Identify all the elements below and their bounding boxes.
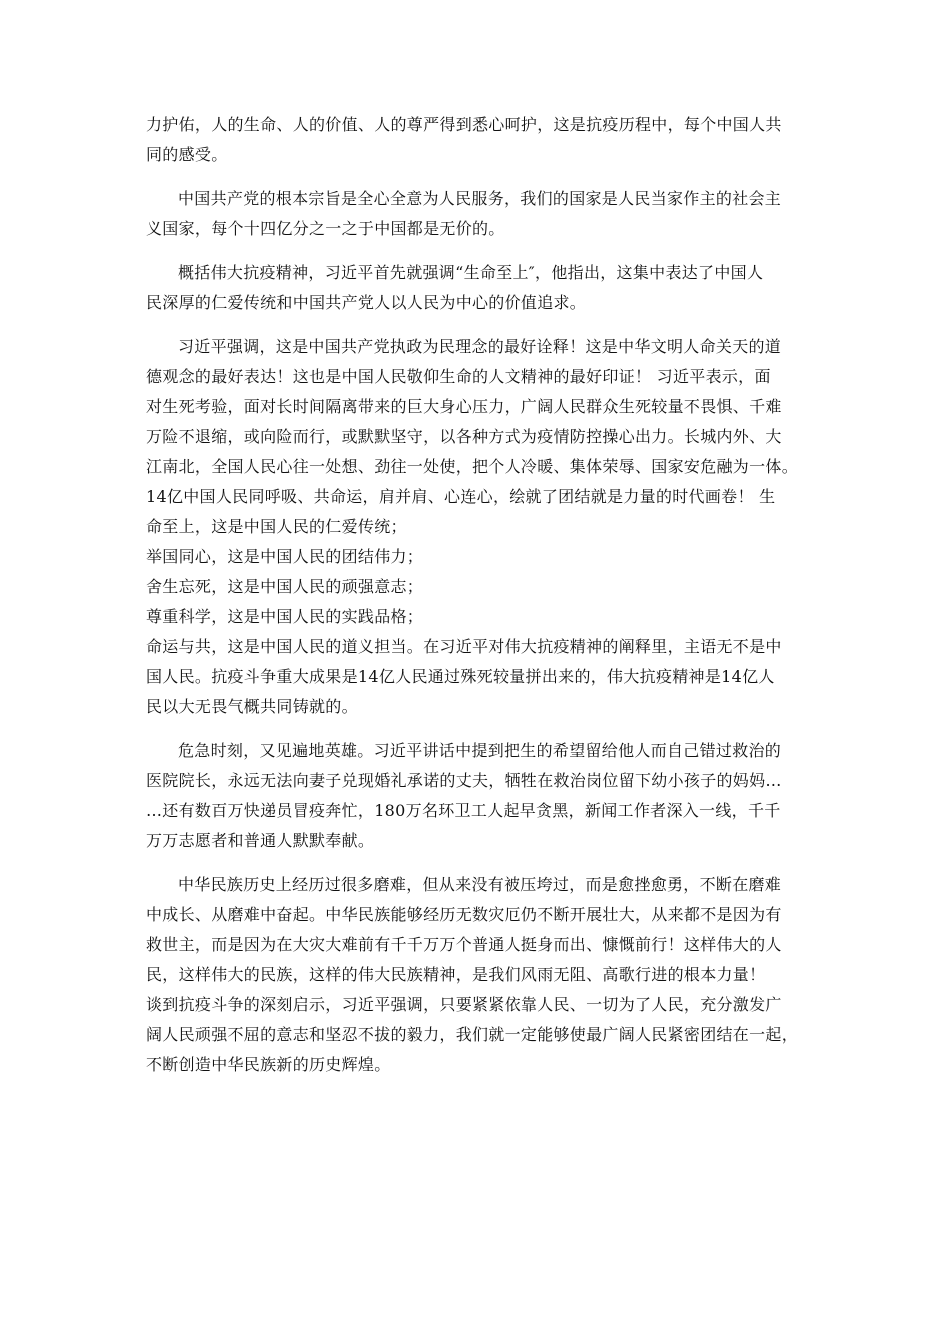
text-line: 民深厚的仁爱传统和中国共产党人以人民为中心的价值追求。 [146, 293, 587, 312]
text-line: 命至上，这是中国人民的仁爱传统； [146, 517, 407, 536]
text-line: 义国家，每个十四亿分之一之于中国都是无价的。 [146, 219, 505, 238]
text-line: 舍生忘死，这是中国人民的顽强意志； [146, 577, 424, 596]
text-line: 阔人民顽强不屈的意志和坚忍不拔的毅力，我们就一定能够使最广阔人民紧密团结在一起， [146, 1025, 799, 1044]
text-line: 14亿中国人民同呼吸、共命运，肩并肩、心连心，绘就了团结就是力量的时代画卷！ 生 [146, 487, 776, 506]
document-body [146, 110, 806, 1080]
text-line: 国人民。抗疫斗争重大成果是14亿人民通过殊死较量拼出来的，伟大抗疫精神是14亿人 [146, 667, 775, 686]
text-line: 中成长、从磨难中奋起。中华民族能够经历无数灾厄仍不断开展壮大，从来都不是因为有 [146, 905, 782, 924]
text-line: 医院院长，永远无法向妻子兑现婚礼承诺的丈夫，牺牲在救治岗位留下幼小孩子的妈妈… [146, 771, 782, 790]
text-line: …还有数百万快递员冒疫奔忙，180万名环卫工人起早贪黑，新闻工作者深入一线，千千 [146, 801, 781, 820]
text-line: 中国共产党的根本宗旨是全心全意为人民服务，我们的国家是人民当家作主的社会主 [178, 189, 782, 208]
text-line: 民，这样伟大的民族，这样的伟大民族精神，是我们风雨无阻、高歌行进的根本力量！ [146, 965, 766, 984]
text-line: 习近平强调，这是中国共产党执政为民理念的最好诠释！这是中华文明人命关天的道 [178, 337, 782, 356]
text-line: 尊重科学，这是中国人民的实践品格； [146, 607, 424, 626]
paragraph-5 [146, 736, 806, 856]
text-line: 万万志愿者和普通人默默奉献。 [146, 831, 375, 850]
text-line: 救世主，而是因为在大灾大难前有千千万万个普通人挺身而出、慷慨前行！这样伟大的人 [146, 935, 782, 954]
paragraph-3 [146, 258, 806, 318]
text-line: 命运与共，这是中国人民的道义担当。在习近平对伟大抗疫精神的阐释里，主语无不是中 [146, 637, 782, 656]
text-line: 中华民族历史上经历过很多磨难，但从来没有被压垮过，而是愈挫愈勇，不断在磨难 [178, 875, 782, 894]
paragraph-6 [146, 870, 806, 1080]
paragraph-1 [146, 110, 806, 170]
text-line: 概括伟大抗疫精神，习近平首先就强调“生命至上″，他指出，这集中表达了中国人 [178, 263, 764, 282]
text-line: 力护佑，人的生命、人的价值、人的尊严得到悉心呵护，这是抗疫历程中，每个中国人共 [146, 115, 782, 134]
text-line: 同的感受。 [146, 145, 228, 164]
paragraph-4 [146, 332, 806, 722]
text-line: 危急时刻，又见遍地英雄。习近平讲话中提到把生的希望留给他人而自己错过救治的 [178, 741, 782, 760]
text-line: 谈到抗疫斗争的深刻启示，习近平强调，只要紧紧依靠人民、一切为了人民，充分激发广 [146, 995, 782, 1014]
paragraph-2 [146, 184, 806, 244]
text-line: 不断创造中华民族新的历史辉煌。 [146, 1055, 391, 1074]
text-line: 德观念的最好表达！这也是中国人民敬仰生命的人文精神的最好印证！ 习近平表示，面 [146, 367, 771, 386]
text-line: 举国同心，这是中国人民的团结伟力； [146, 547, 424, 566]
text-line: 江南北，全国人民心往一处想、劲往一处使，把个人冷暖、集体荣辱、国家安危融为一体。 [146, 457, 799, 476]
text-line: 万险不退缩，或向险而行，或默默坚守，以各种方式为疫情防控操心出力。长城内外、大 [146, 427, 782, 446]
text-line: 对生死考验，面对长时间隔离带来的巨大身心压力，广阔人民群众生死较量不畏惧、千难 [146, 397, 782, 416]
text-line: 民以大无畏气概共同铸就的。 [146, 697, 358, 716]
